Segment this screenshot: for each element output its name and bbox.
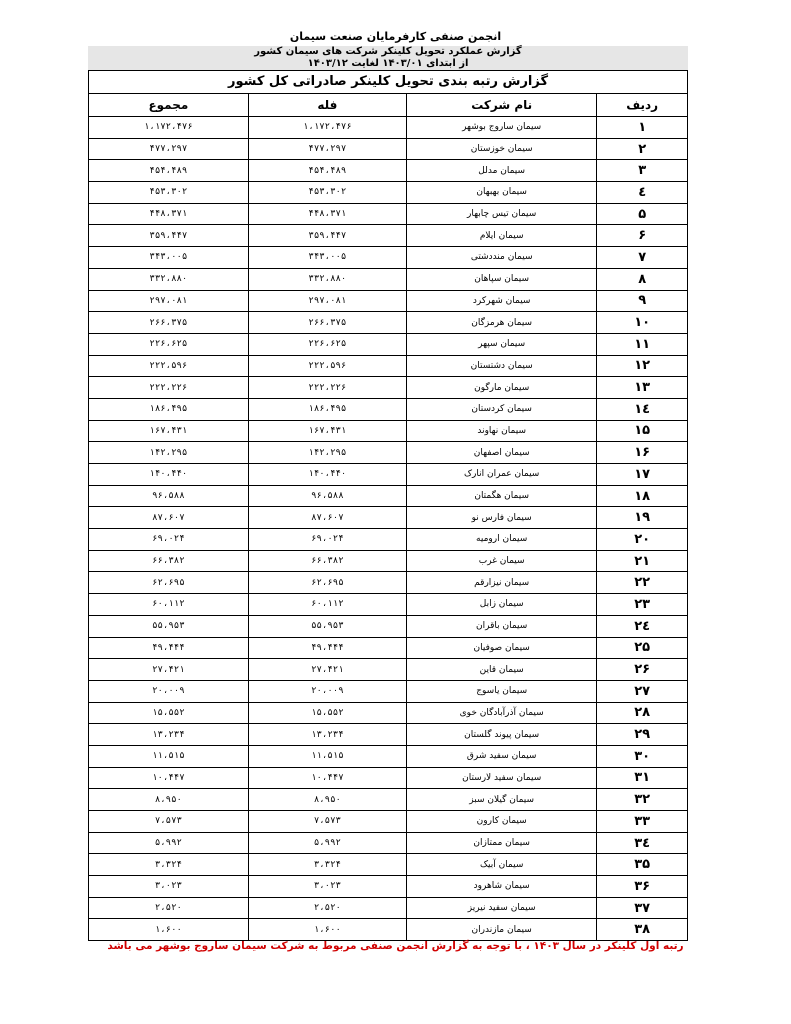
cell-rank: ۳۸ [597, 919, 687, 940]
cell-rank: ۳۷ [597, 897, 687, 919]
cell-total: ۱،۶۰۰ [89, 919, 248, 940]
table-row [89, 680, 687, 702]
cell-rank: ۳ [597, 160, 687, 182]
cell-company: سیمان تیس چابهار [407, 203, 597, 225]
footer-note: رتبه اول کلینکر در سال ۱۴۰۳ ، با توجه به گزارش انجمن صنفی مربوط به شرکت سیمان ساروج بوشهر می باشد [107, 940, 684, 952]
table-row [89, 615, 687, 637]
ranking-table-frame [88, 70, 688, 941]
cell-bulk: ۲۰،۰۰۹ [248, 680, 406, 702]
table-row [89, 160, 687, 182]
cell-company: سیمان قاین [407, 659, 597, 681]
cell-rank: ٢٤ [597, 615, 687, 637]
cell-company: سیمان صوفیان [407, 637, 597, 659]
cell-bulk: ۴۵۳،۳۰۲ [248, 182, 406, 204]
cell-rank: ١٤ [597, 398, 687, 420]
cell-bulk: ۲۲۲،۵۹۶ [248, 355, 406, 377]
table-row [89, 897, 687, 919]
cell-bulk: ۶۶،۳۸۲ [248, 550, 406, 572]
cell-rank: ۵ [597, 203, 687, 225]
cell-total: ۷،۵۷۳ [89, 811, 248, 833]
table-row [89, 138, 687, 160]
cell-total: ۴۴۸،۳۷۱ [89, 203, 248, 225]
table-row [89, 767, 687, 789]
cell-bulk: ۶۰،۱۱۲ [248, 594, 406, 616]
cell-rank: ۱۳ [597, 377, 687, 399]
col-header-total: مجموع [89, 94, 248, 117]
cell-total: ۱۴۰،۴۴۰ [89, 464, 248, 486]
table-row [89, 724, 687, 746]
cell-bulk: ۲،۵۲۰ [248, 897, 406, 919]
cell-bulk: ۹۶،۵۸۸ [248, 485, 406, 507]
cell-rank: ۳۲ [597, 789, 687, 811]
cell-rank: ٣٤ [597, 832, 687, 854]
cell-rank: ۱۵ [597, 420, 687, 442]
cell-company: سیمان مدلل [407, 160, 597, 182]
cell-total: ۱۴۲،۲۹۵ [89, 442, 248, 464]
cell-total: ۳۵۹،۴۴۷ [89, 225, 248, 247]
table-row [89, 594, 687, 616]
cell-rank: ۲ [597, 138, 687, 160]
cell-total: ۸۷،۶۰۷ [89, 507, 248, 529]
cell-company: سیمان شهرکرد [407, 290, 597, 312]
cell-company: سیمان مارگون [407, 377, 597, 399]
cell-bulk: ۱۴۰،۴۴۰ [248, 464, 406, 486]
cell-rank: ۳۱ [597, 767, 687, 789]
table-title: گزارش رتبه بندی تحویل کلینکر صادراتی کل کشور [89, 71, 687, 94]
cell-bulk: ۲۲۶،۶۲۵ [248, 333, 406, 355]
table-row [89, 420, 687, 442]
table-row [89, 464, 687, 486]
cell-company: سیمان هگمتان [407, 485, 597, 507]
cell-bulk: ۴۹،۴۴۴ [248, 637, 406, 659]
cell-total: ۲۲۶،۶۲۵ [89, 333, 248, 355]
cell-total: ۳۳۲،۸۸۰ [89, 268, 248, 290]
cell-rank: ۱۷ [597, 464, 687, 486]
cell-total: ۶۲،۶۹۵ [89, 572, 248, 594]
col-header-rank: ردیف [597, 94, 687, 117]
cell-total: ۶۶،۳۸۲ [89, 550, 248, 572]
table-row [89, 485, 687, 507]
cell-bulk: ۲۶۶،۳۷۵ [248, 312, 406, 334]
cell-company: سیمان بهبهان [407, 182, 597, 204]
table-row [89, 550, 687, 572]
table-row [89, 832, 687, 854]
table-row [89, 117, 687, 139]
cell-company: سیمان هرمزگان [407, 312, 597, 334]
cell-company: سیمان نهاوند [407, 420, 597, 442]
cell-total: ۶۹،۰۲۴ [89, 529, 248, 551]
cell-bulk: ۱۱،۵۱۵ [248, 745, 406, 767]
cell-company: سیمان اصفهان [407, 442, 597, 464]
table-row [89, 247, 687, 269]
ranking-table [89, 94, 687, 940]
cell-company: سیمان سفید لارستان [407, 767, 597, 789]
table-row [89, 659, 687, 681]
cell-company: سیمان منددشتی [407, 247, 597, 269]
cell-bulk: ۸۷،۶۰۷ [248, 507, 406, 529]
table-row [89, 854, 687, 876]
cell-company: سیمان خوزستان [407, 138, 597, 160]
cell-rank: ۳۵ [597, 854, 687, 876]
cell-bulk: ۱۸۶،۴۹۵ [248, 398, 406, 420]
cell-total: ۴۵۳،۳۰۲ [89, 182, 248, 204]
cell-company: سیمان دشتستان [407, 355, 597, 377]
report-subtitle-line-2: از ابتدای ۱۴۰۳/۰۱ لغایت ۱۴۰۳/۱۲ [307, 58, 469, 69]
cell-total: ۱،۱۷۲،۴۷۶ [89, 117, 248, 139]
cell-bulk: ۱۵،۵۵۲ [248, 702, 406, 724]
cell-total: ۶۰،۱۱۲ [89, 594, 248, 616]
table-row [89, 745, 687, 767]
cell-bulk: ۳۵۹،۴۴۷ [248, 225, 406, 247]
cell-total: ۴۷۷،۲۹۷ [89, 138, 248, 160]
cell-total: ۳۴۳،۰۰۵ [89, 247, 248, 269]
cell-total: ۹۶،۵۸۸ [89, 485, 248, 507]
cell-bulk: ۱،۶۰۰ [248, 919, 406, 940]
table-row [89, 637, 687, 659]
cell-total: ۸،۹۵۰ [89, 789, 248, 811]
cell-company: سیمان گیلان سبز [407, 789, 597, 811]
cell-bulk: ۶۹،۰۲۴ [248, 529, 406, 551]
cell-company: سیمان ساروج بوشهر [407, 117, 597, 139]
header-row [89, 94, 687, 117]
cell-rank: ۳۰ [597, 745, 687, 767]
cell-rank: ۸ [597, 268, 687, 290]
cell-bulk: ۳،۳۲۴ [248, 854, 406, 876]
cell-total: ۲۷،۴۲۱ [89, 659, 248, 681]
cell-company: سیمان سپهر [407, 333, 597, 355]
cell-rank: ۲۱ [597, 550, 687, 572]
cell-rank: ۲۶ [597, 659, 687, 681]
cell-company: سیمان مازندران [407, 919, 597, 940]
cell-rank: ٤ [597, 182, 687, 204]
table-row [89, 225, 687, 247]
cell-company: سیمان فارس نو [407, 507, 597, 529]
cell-rank: ۱ [597, 117, 687, 139]
cell-bulk: ۳۴۳،۰۰۵ [248, 247, 406, 269]
cell-total: ۲۰،۰۰۹ [89, 680, 248, 702]
cell-bulk: ۲۷،۴۲۱ [248, 659, 406, 681]
cell-rank: ۲۸ [597, 702, 687, 724]
cell-total: ۱۵،۵۵۲ [89, 702, 248, 724]
cell-bulk: ۴۷۷،۲۹۷ [248, 138, 406, 160]
cell-rank: ۲۳ [597, 594, 687, 616]
cell-rank: ۳۶ [597, 876, 687, 898]
cell-bulk: ۱،۱۷۲،۴۷۶ [248, 117, 406, 139]
cell-company: سیمان باقران [407, 615, 597, 637]
cell-total: ۲۲۲،۲۲۶ [89, 377, 248, 399]
cell-company: سیمان کردستان [407, 398, 597, 420]
cell-total: ۱۳،۲۳۴ [89, 724, 248, 746]
cell-total: ۱۸۶،۴۹۵ [89, 398, 248, 420]
cell-total: ۳،۰۲۳ [89, 876, 248, 898]
cell-rank: ۱۲ [597, 355, 687, 377]
cell-company: سیمان پیوند گلستان [407, 724, 597, 746]
cell-company: سیمان ایلام [407, 225, 597, 247]
cell-company: سیمان سپاهان [407, 268, 597, 290]
cell-total: ۲۲۲،۵۹۶ [89, 355, 248, 377]
cell-bulk: ۷،۵۷۳ [248, 811, 406, 833]
table-row [89, 811, 687, 833]
cell-company: سیمان ممتازان [407, 832, 597, 854]
table-row [89, 702, 687, 724]
cell-rank: ۹ [597, 290, 687, 312]
cell-bulk: ۴۴۸،۳۷۱ [248, 203, 406, 225]
cell-rank: ۷ [597, 247, 687, 269]
cell-bulk: ۱۳،۲۳۴ [248, 724, 406, 746]
table-row [89, 876, 687, 898]
cell-company: سیمان شاهرود [407, 876, 597, 898]
table-row [89, 377, 687, 399]
table-row [89, 529, 687, 551]
cell-rank: ۲۲ [597, 572, 687, 594]
cell-company: سیمان کارون [407, 811, 597, 833]
table-row [89, 789, 687, 811]
table-row [89, 203, 687, 225]
table-row [89, 919, 687, 940]
table-row [89, 182, 687, 204]
cell-bulk: ۱۴۲،۲۹۵ [248, 442, 406, 464]
col-header-company: نام شرکت [407, 94, 597, 117]
cell-bulk: ۱۰،۴۴۷ [248, 767, 406, 789]
cell-total: ۲۶۶،۳۷۵ [89, 312, 248, 334]
table-row [89, 333, 687, 355]
cell-rank: ۱۶ [597, 442, 687, 464]
cell-company: سیمان ارومیه [407, 529, 597, 551]
report-subtitle-line-1: گزارش عملکرد تحویل کلینکر شرکت های سیمان کشور [254, 46, 522, 57]
cell-total: ۴۹،۴۴۴ [89, 637, 248, 659]
cell-bulk: ۸،۹۵۰ [248, 789, 406, 811]
cell-bulk: ۵،۹۹۲ [248, 832, 406, 854]
cell-total: ۲،۵۲۰ [89, 897, 248, 919]
table-row [89, 442, 687, 464]
cell-company: سیمان سفید شرق [407, 745, 597, 767]
cell-rank: ۲۰ [597, 529, 687, 551]
col-header-bulk: فله [248, 94, 406, 117]
cell-bulk: ۵۵،۹۵۳ [248, 615, 406, 637]
cell-bulk: ۲۲۲،۲۲۶ [248, 377, 406, 399]
cell-company: سیمان سفید نیریز [407, 897, 597, 919]
cell-total: ۵،۹۹۲ [89, 832, 248, 854]
cell-rank: ۱۸ [597, 485, 687, 507]
cell-bulk: ۳،۰۲۳ [248, 876, 406, 898]
cell-company: سیمان زابل [407, 594, 597, 616]
cell-company: سیمان غرب [407, 550, 597, 572]
cell-rank: ۲۷ [597, 680, 687, 702]
cell-company: سیمان یاسوج [407, 680, 597, 702]
table-row [89, 572, 687, 594]
table-row [89, 355, 687, 377]
cell-rank: ۳۳ [597, 811, 687, 833]
cell-total: ۱۶۷،۴۳۱ [89, 420, 248, 442]
cell-total: ۲۹۷،۰۸۱ [89, 290, 248, 312]
cell-total: ۵۵،۹۵۳ [89, 615, 248, 637]
cell-bulk: ۱۶۷،۴۳۱ [248, 420, 406, 442]
cell-rank: ۲۹ [597, 724, 687, 746]
cell-bulk: ۶۲،۶۹۵ [248, 572, 406, 594]
org-title: انجمن صنفی کارفرمایان صنعت سیمان [289, 30, 502, 43]
cell-rank: ۱۰ [597, 312, 687, 334]
table-row [89, 290, 687, 312]
cell-company: سیمان عمران انارک [407, 464, 597, 486]
report-subtitle [88, 46, 688, 70]
cell-company: سیمان آذرآبادگان خوی [407, 702, 597, 724]
cell-bulk: ۲۹۷،۰۸۱ [248, 290, 406, 312]
cell-rank: ۶ [597, 225, 687, 247]
cell-total: ۴۵۴،۴۸۹ [89, 160, 248, 182]
cell-rank: ۱۱ [597, 333, 687, 355]
table-row [89, 398, 687, 420]
cell-bulk: ۳۳۲،۸۸۰ [248, 268, 406, 290]
cell-total: ۳،۳۲۴ [89, 854, 248, 876]
table-row [89, 312, 687, 334]
table-row [89, 507, 687, 529]
cell-company: سیمان نیزارقم [407, 572, 597, 594]
cell-total: ۱۰،۴۴۷ [89, 767, 248, 789]
cell-company: سیمان آبیک [407, 854, 597, 876]
table-row [89, 268, 687, 290]
cell-bulk: ۴۵۴،۴۸۹ [248, 160, 406, 182]
cell-rank: ۱۹ [597, 507, 687, 529]
cell-total: ۱۱،۵۱۵ [89, 745, 248, 767]
cell-rank: ۲۵ [597, 637, 687, 659]
